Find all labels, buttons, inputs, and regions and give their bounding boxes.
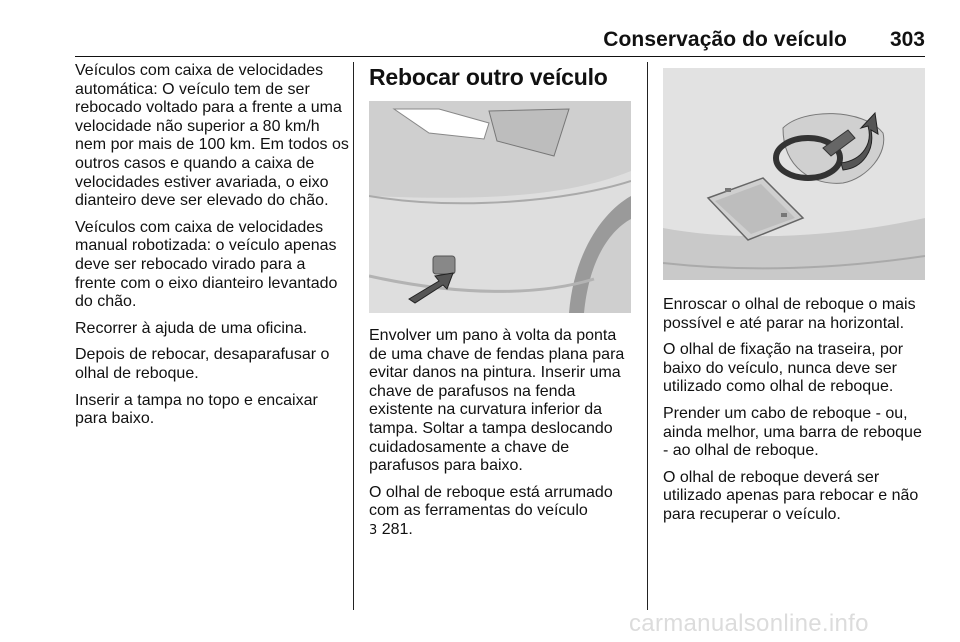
column-divider-2 xyxy=(647,62,648,610)
paragraph-remove-cover: Envolver um pano à volta da ponta de uma chave de fendas plana para evitar danos na pintura. Inserir uma chave de parafusos na fenda existente na curvatura inferior da tampa. Soltar a tampa deslocando cuidadosamente a chave de parafusos para baixo. xyxy=(369,327,625,475)
column-left xyxy=(75,62,350,437)
paragraph-screw-tow-eye: Enroscar o olhal de reboque o mais possível e até parar na horizontal. xyxy=(663,296,916,332)
page-reference: 281. xyxy=(377,520,413,538)
paragraph-rear-eye-warning: O olhal de fixação na traseira, por baixo do veículo, nunca deve ser utilizado como olhal de reboque. xyxy=(663,341,904,396)
column-right xyxy=(663,62,927,533)
paragraph-tow-eye-stored xyxy=(369,484,633,541)
tow-eye-stored-text: O olhal de reboque está arrumado com as ferramentas do veículo xyxy=(369,483,613,520)
rear-bumper-cover-illustration xyxy=(369,101,631,313)
page-header xyxy=(75,22,925,57)
page-number: 303 xyxy=(889,28,925,51)
paragraph-attach-tow-rope: Prender um cabo de reboque - ou, ainda melhor, uma barra de reboque - ao olhal de reboque. xyxy=(663,404,922,460)
page-reference-icon: 3 xyxy=(369,522,378,538)
paragraph-automatic-gearbox: Veículos com caixa de velocidades automática: O veículo tem de ser rebocado voltado para a frente a uma velocidade não superior a 80 km/h nem por mais de 100 km. Em todos os outros casos e quando a caixa de velocidades estiver avariada, o eixo dianteiro deve ser elevado do chão. xyxy=(75,62,349,210)
paragraph-towing-only: O olhal de reboque deverá ser utilizado apenas para rebocar e não para recuperar o veículo. xyxy=(663,468,919,523)
column-divider-1 xyxy=(353,62,354,610)
paragraph-workshop: Recorrer à ajuda de uma oficina. xyxy=(75,319,308,337)
paragraph-insert-cover: Inserir a tampa no topo e encaixar para baixo. xyxy=(75,391,318,428)
watermark: carmanualsonline.info xyxy=(629,610,869,637)
paragraph-unscrew-eye: Depois de rebocar, desaparafusar o olhal de reboque. xyxy=(75,346,330,382)
column-middle xyxy=(369,62,633,549)
section-title: Rebocar outro veículo xyxy=(369,64,608,90)
page-title: Conservação do veículo xyxy=(603,28,847,51)
paragraph-robotized-gearbox: Veículos com caixa de velocidades manual robotizada: o veículo apenas deve ser rebocado virado para a frente com o eixo dianteiro levantado do chão. xyxy=(75,218,338,311)
tow-eye-screwing-illustration xyxy=(663,68,925,280)
